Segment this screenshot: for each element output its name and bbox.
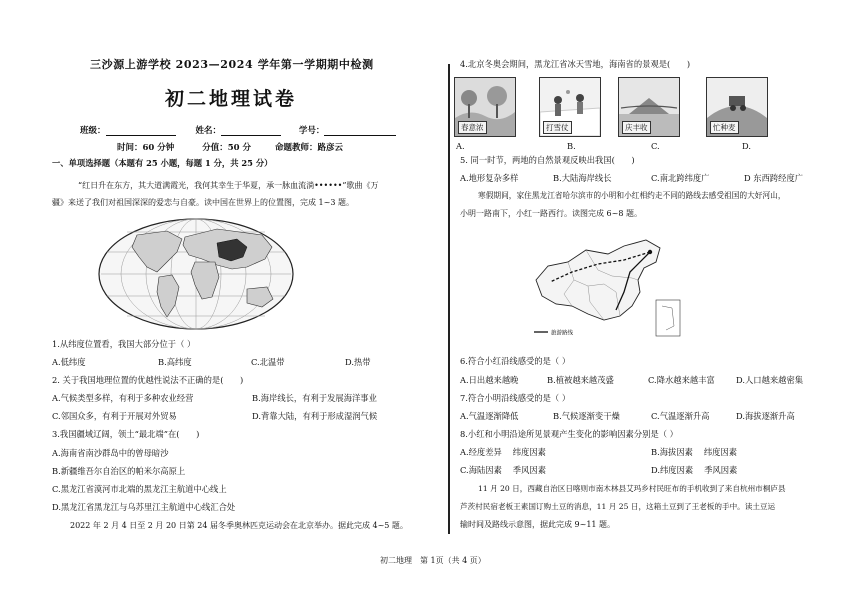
passage-6-8-line-1: 寒假期间，家住黑龙江省哈尔滨市的小明和小红相约走不同的路线去感受祖国的大好河山，	[478, 191, 786, 200]
q4-option-b[interactable]: B.	[567, 141, 576, 151]
q3-option-c[interactable]: C.黑龙江省漠河市北端的黑龙江主航道中心线上	[52, 484, 227, 494]
picture-label-d: 忙种麦	[710, 121, 739, 134]
exam-teacher: 命题教师：路彦云	[274, 143, 343, 153]
scene-picture-a[interactable]	[454, 77, 516, 137]
picture-label-c: 庆丰收	[622, 121, 651, 134]
q4-option-a[interactable]: A.	[456, 141, 465, 151]
scene-picture-b[interactable]	[539, 77, 601, 137]
q8-option-a[interactable]: A.经度差异 纬度因素	[460, 447, 546, 457]
q7-option-d[interactable]: D.海拔逐渐升高	[736, 411, 795, 421]
q7-option-a[interactable]: A.气温逐渐降低	[460, 411, 519, 421]
name-blank[interactable]	[221, 126, 281, 136]
q5-option-b[interactable]: B.大陆海岸线长	[553, 173, 612, 183]
passage-9-11-line-1: 11 月 20 日，西藏自治区日喀则市南木林县艾玛乡村民旺布的手机收到了来自杭州市桐庐县	[478, 484, 786, 493]
student-id-label: 学号：	[298, 126, 325, 136]
q3-option-b[interactable]: B.新疆维吾尔自治区的帕米尔高原上	[52, 466, 186, 476]
q3-option-a[interactable]: A.海南省南沙群岛中的曾母暗沙	[52, 448, 169, 458]
world-map-figure	[97, 217, 295, 331]
map-legend-label: 旅游路线	[551, 330, 574, 337]
q1-option-a[interactable]: A.低纬度	[52, 357, 86, 367]
question-7: 7.符合小明沿线感受的是（ ）	[460, 393, 571, 403]
question-2: 2. 关于我国地理位置的优越性说法不正确的是( )	[52, 375, 244, 385]
scene-picture-d[interactable]	[706, 77, 768, 137]
scene-picture-c[interactable]	[618, 77, 680, 137]
q4-option-d[interactable]: D.	[742, 141, 751, 151]
q4-5-intro: 2022 年 2 月 4 日至 2 月 20 日第 24 届冬季奥林匹克运动会在北京举办。据此完成 4~5 题。	[70, 521, 408, 530]
passage-9-11-line-2: 芦茨村民宿老板王素国订购土豆的消息，11 月 25 日，这箱土豆到了王老板的手中。读土豆运	[460, 502, 776, 511]
picture-label-b: 打雪仗	[543, 121, 572, 134]
q5-option-d[interactable]: D 东西跨经度广	[744, 173, 804, 183]
page-title: 初二地理试卷	[165, 88, 298, 110]
question-5: 5. 同一时节，两地的自然景观反映出我国( )	[460, 155, 635, 165]
student-id-blank[interactable]	[324, 126, 396, 136]
q8-option-b[interactable]: B.海拔因素 纬度因素	[651, 447, 738, 457]
question-6: 6.符合小红沿线感受的是（ ）	[460, 356, 571, 366]
page-footer: 初二地理 第 1页（共 4 页）	[380, 556, 486, 565]
question-4: 4.北京冬奥会期间，黑龙江省冰天雪地，海南省的景观是( )	[460, 59, 691, 69]
section-heading: 一、单项选择题（本题有 25 小题，每题 1 分，共 25 分）	[52, 158, 273, 168]
q6-option-a[interactable]: A.日出越来越晚	[460, 375, 519, 385]
q5-option-a[interactable]: A.地形复杂多样	[460, 173, 519, 183]
q7-option-c[interactable]: C.气温逐渐升高	[651, 411, 710, 421]
q8-option-d[interactable]: D.纬度因素 季风因素	[651, 465, 738, 475]
china-route-map-figure	[528, 236, 690, 346]
q2-option-a[interactable]: A.气候类型多样，有利于多种农业经营	[52, 393, 194, 403]
q8-option-c[interactable]: C.海陆因素 季风因素	[460, 465, 546, 475]
q6-option-d[interactable]: D.人口越来越密集	[736, 375, 804, 385]
q1-option-b[interactable]: B.高纬度	[158, 357, 192, 367]
q6-option-c[interactable]: C.降水越来越丰富	[648, 375, 715, 385]
q4-option-c[interactable]: C.	[651, 141, 660, 151]
column-divider	[448, 64, 450, 534]
q2-option-b[interactable]: B.海岸线长，有利于发展海洋事业	[252, 393, 377, 403]
q3-option-d[interactable]: D.黑龙江省黑龙江与乌苏里江主航道中心线汇合处	[52, 502, 236, 512]
class-label: 班级：	[80, 126, 106, 136]
passage-6-8-line-2: 小明一路南下，小红一路西行。读图完成 6~8 题。	[460, 209, 642, 218]
student-info-row	[80, 124, 396, 136]
intro-line-2: 疆》来送了我们对祖国深深的爱恋与自豪。读中国在世界上的位置图，完成 1~3 题。	[52, 198, 354, 207]
picture-label-a: 春意浓	[458, 121, 487, 134]
question-1: 1.从纬度位置看，我国大部分位于（ ）	[52, 339, 196, 349]
name-label: 姓名：	[195, 126, 221, 136]
exam-meta-row	[117, 141, 343, 153]
q2-option-c[interactable]: C.邻国众多，有利于开展对外贸易	[52, 411, 177, 421]
question-3: 3.我国疆域辽阔，领土“最北端”在( )	[52, 429, 200, 439]
passage-9-11-line-3: 输时间及路线示意图，据此完成 9~11 题。	[460, 520, 616, 529]
q2-option-d[interactable]: D.背靠大陆，有利于形成湿润气候	[252, 411, 378, 421]
school-exam-title: 三沙源上游学校 2023—2024 学年第一学期期中检测	[90, 58, 374, 71]
q5-option-c[interactable]: C.南北跨纬度广	[651, 173, 710, 183]
class-blank[interactable]	[106, 126, 176, 136]
intro-line-1: “红日升在东方，其大道满霞光，我何其幸生于华夏，承一脉血流淌••••••”歌曲《万	[78, 181, 379, 190]
exam-score: 分值：50 分	[202, 143, 252, 153]
q1-option-c[interactable]: C.北温带	[251, 357, 285, 367]
q7-option-b[interactable]: B.气候逐渐变干燥	[553, 411, 620, 421]
q1-option-d[interactable]: D.热带	[345, 357, 371, 367]
exam-time: 时间：60 分钟	[117, 143, 175, 153]
question-8: 8.小红和小明沿途所见景观产生变化的影响因素分别是（ ）	[460, 429, 678, 439]
q6-option-b[interactable]: B.植被越来越茂盛	[547, 375, 614, 385]
